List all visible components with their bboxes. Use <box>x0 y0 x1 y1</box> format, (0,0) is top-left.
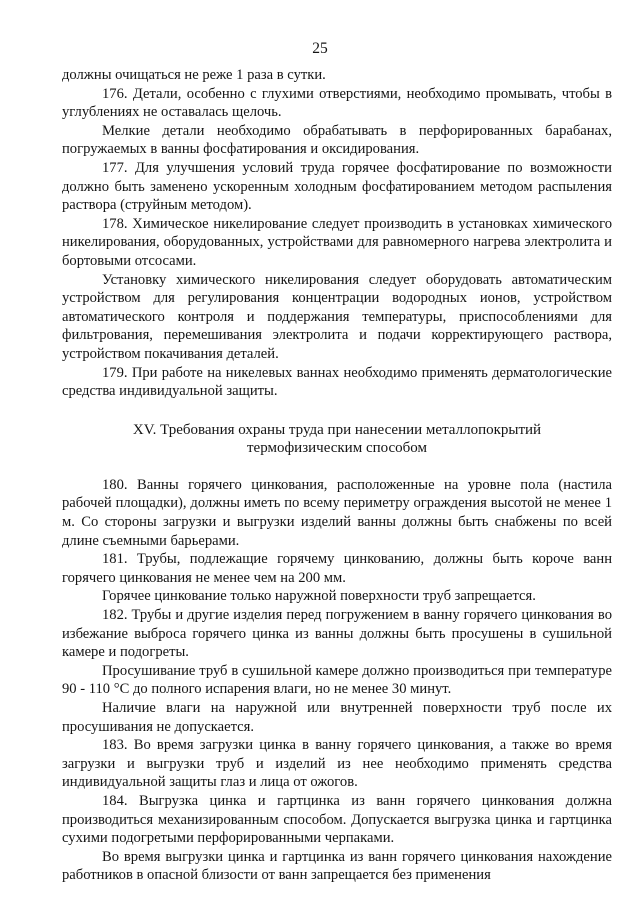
paragraph-183: 183. Во время загрузки цинка в ванну горячего цинкования, а также во время загрузки и выгрузки труб и изделий из нее необходимо применять средства индивидуальной защиты глаз и лица от ожогов. <box>62 737 612 791</box>
paragraph-182: 182. Трубы и другие изделия перед погружением в ванну горячего цинкования во избежание выброса горячего цинка из ванны должны быть просушены в сушильной камере и подогреты. <box>62 607 612 661</box>
page-number: 25 <box>312 40 328 57</box>
section-heading-xv: XV. Требования охраны труда при нанесении металлопокрытий термофизическим способом <box>132 421 542 457</box>
paragraph-184: 184. Выгрузка цинка и гартцинка из ванн горячего цинкования должна производиться механизированным способом. Допускается выгрузка цинка и гартцинка сухими подогретыми перфорированными черпаками. <box>62 792 612 847</box>
paragraph-moisture: Наличие влаги на наружной или внутренней поверхности труб после их просушивания не допускается. <box>62 700 612 735</box>
paragraph-small-parts: Мелкие детали необходимо обрабатывать в перфорированных барабанах, погружаемых в ванны фосфатирования и оксидирования. <box>62 122 612 158</box>
paragraph-hot-galvanizing: Горячее цинкование только наружной поверхности труб запрещается. <box>102 588 536 605</box>
paragraph-181: 181. Трубы, подлежащие горячему цинкованию, должны быть короче ванн горячего цинкования не менее чем на 200 мм. <box>62 551 612 586</box>
paragraph-nickel-installation: Установку химического никелирования следует оборудовать автоматическим устройством для регулирования концентрации водородных ионов, устройством автоматического контроля и поддержания температуры, приспособлениями для фильтрования, перемешивания электролита и подачи корректирующего раствора, устройством покачивания деталей. <box>62 271 612 362</box>
paragraph-177: 177. Для улучшения условий труда горячее фосфатирование по возможности должно быть заменено ускоренным холодным фосфатированием методом распыления раствора (струйным методом). <box>62 159 612 214</box>
paragraph-178: 178. Химическое никелирование следует производить в установках химического никелирования, оборудованных, устройствами для равномерного нагрева электролита и бортовыми отсосами. <box>62 215 612 269</box>
paragraph-continuation: должны очищаться не реже 1 раза в сутки. <box>62 67 326 83</box>
paragraph-180: 180. Ванны горячего цинкования, расположенные на уровне пола (настила рабочей площадки), должны иметь по всему периметру ограждения высотой не менее 1 м. Со стороны загрузки и выгрузки изделий ванны должны быть снабжены по всей длине съемными барьерами. <box>62 476 612 549</box>
paragraph-zinc-unloading: Во время выгрузки цинка и гартцинка из ванн горячего цинкования нахождение работников в опасной близости от ванн запрещается без применения <box>62 848 612 884</box>
document-body <box>62 66 612 885</box>
paragraph-179: 179. При работе на никелевых ваннах необходимо применять дерматологические средства индивидуальной защиты. <box>62 364 612 400</box>
paragraph-176: 176. Детали, особенно с глухими отверстиями, необходимо промывать, чтобы в углублениях не оставалась щелочь. <box>62 85 612 121</box>
paragraph-drying: Просушивание труб в сушильной камере должно производиться при температуре 90 - 110 °С до полного испарения влаги, но не менее 30 минут. <box>62 662 612 698</box>
